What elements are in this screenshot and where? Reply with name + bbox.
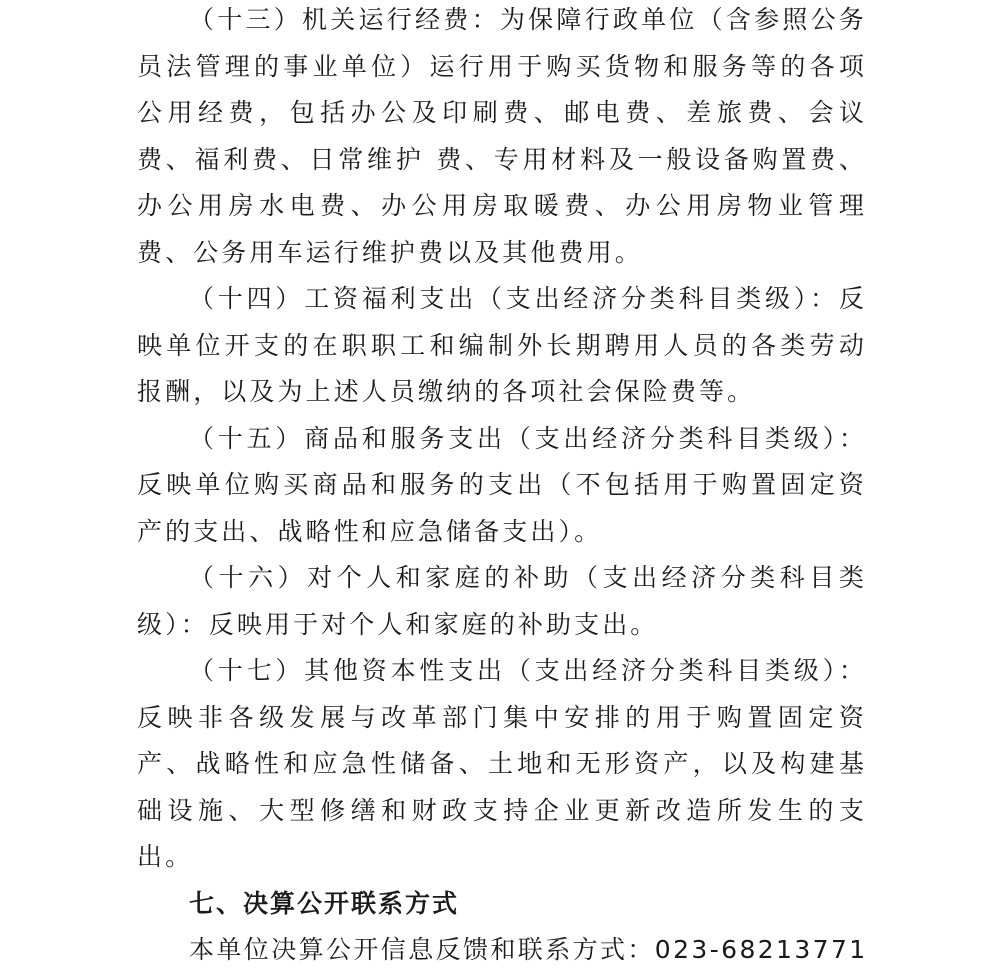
- paragraph-item-15: （十五）商品和服务支出（支出经济分类科目类级）：反映单位购买商品和服务的支出（不包括用于购置固定资产的支出、战略性和应急储备支出）。: [137, 423, 867, 546]
- section-heading: 七、决算公开联系方式: [189, 888, 460, 918]
- document-body: [137, 0, 867, 974]
- paragraph-item-14: （十四）工资福利支出（支出经济分类科目类级）：反映单位开支的在职职工和编制外长期聘用人员的各类劳动报酬，以及为上述人员缴纳的各项社会保险费等。: [137, 284, 867, 406]
- paragraph-item-16: （十六）对个人和家庭的补助（支出经济分类科目类级）：反映用于对个人和家庭的补助支出。: [137, 563, 867, 639]
- contact-info: 本单位决算公开信息反馈和联系方式：023-68213771: [189, 935, 868, 964]
- paragraph-item-17: （十七）其他资本性支出（支出经济分类科目类级）：反映非各级发展与改革部门集中安排的用于购置固定资产、战略性和应急性储备、土地和无形资产，以及构建基础设施、大型修缮和财政支持企业更新改造所发生的支出。: [137, 656, 867, 871]
- paragraph-item-13: （十三）机关运行经费：为保障行政单位（含参照公务员法管理的事业单位）运行用于购买货物和服务等的各项公用经费，包括办公及印刷费、邮电费、差旅费、会议费、福利费、日常维护 费、专用材料及一般设备购置费、办公用房水电费、办公用房取暖费、办公用房物业管理费、公务用车运行维护费以及其他费用。: [137, 5, 867, 267]
